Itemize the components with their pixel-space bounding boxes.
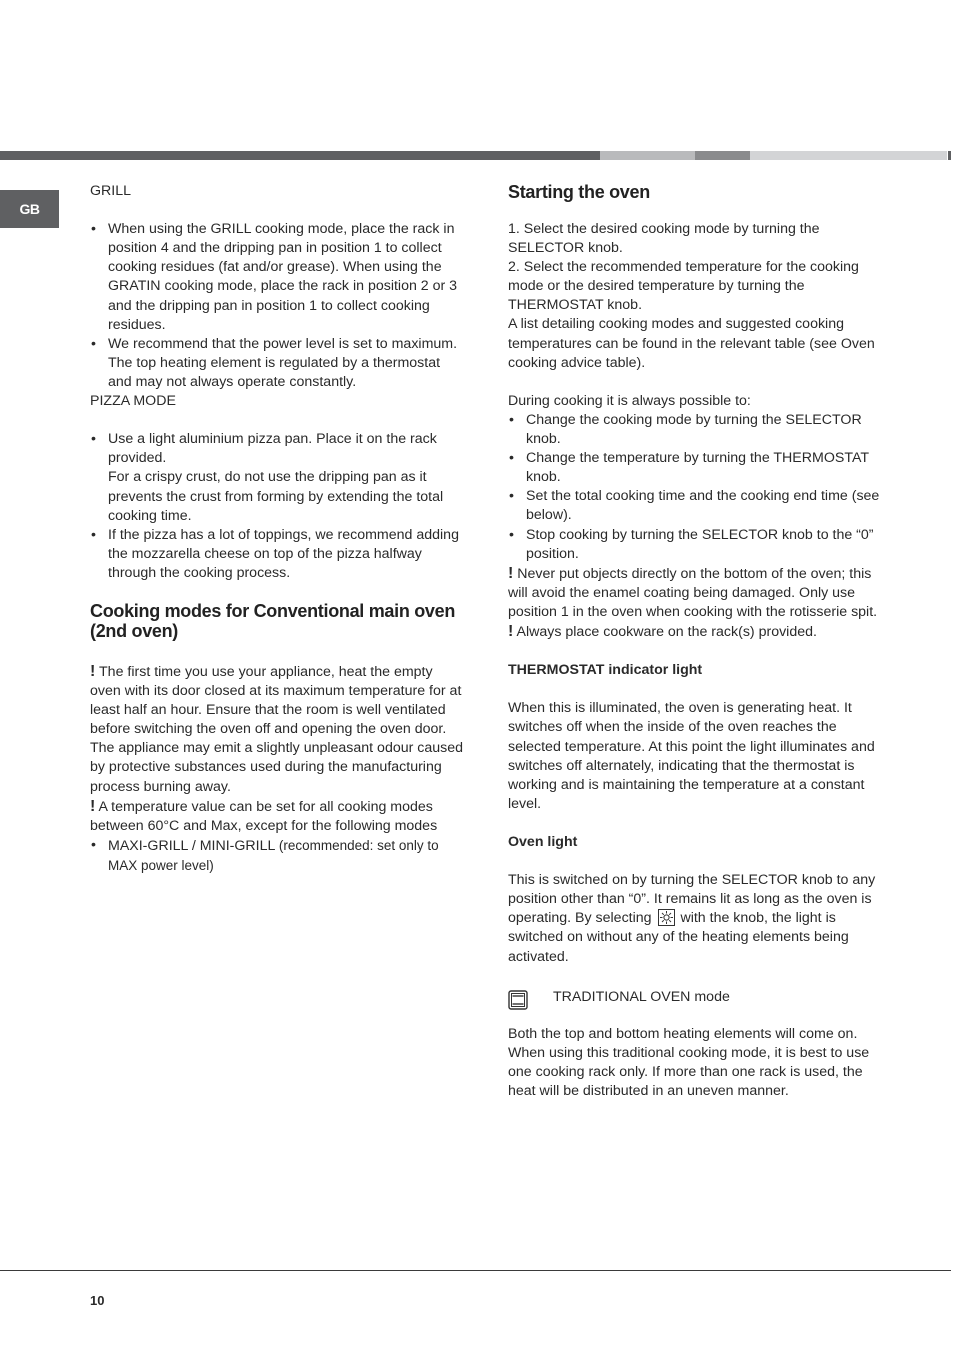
grill-list: [90, 220, 464, 392]
warning-paragraph: [90, 662, 464, 797]
pizza-item-text: For a crispy crust, do not use the dripping pan as it prevents the crust from forming by extending the total cooking time.: [108, 469, 444, 524]
exception-mode: MAXI-GRILL / MINI-GRILL: [108, 837, 275, 854]
traditional-oven-row: [508, 986, 884, 1010]
warning-text: Always place cookware on the rack(s) provided.: [516, 623, 817, 640]
list-item: [90, 836, 464, 876]
warning-mark: !: [508, 564, 514, 582]
step-2: 2. Select the recommended temperature for the cooking mode or the desired temperature by turning the THERMOSTAT knob.: [508, 259, 859, 314]
exception-note: (recommended: set only to MAX power level): [108, 837, 439, 873]
list-item: • Stop cooking by turning the SELECTOR knob to the “0” position.: [508, 526, 884, 564]
warning-text: Never put objects directly on the bottom of the oven; this will avoid the enamel coating being damaged. Only use position 1 in the oven when cooking with the rotisserie spit.: [508, 565, 878, 620]
warning-paragraph: [90, 797, 464, 817]
list-item: • Set the total cooking time and the cooking end time (see below).: [508, 487, 884, 525]
list-item: • We recommend that the power level is set to maximum. The top heating element is regulated by a thermostat and may not always operate constantly.: [90, 335, 464, 392]
warning-mark: !: [90, 797, 96, 815]
oven-light-heading: Oven light: [508, 834, 578, 850]
list-note: A list detailing cooking modes and suggested cooking temperatures can be found in the relevant table (see Oven cooking advice table).: [508, 316, 875, 371]
warning-mark: !: [508, 622, 514, 640]
list-item: • Change the cooking mode by turning the SELECTOR knob.: [508, 411, 884, 449]
footer-rule: [0, 1270, 951, 1271]
oven-light-text: [508, 871, 884, 966]
warning-paragraph: [508, 564, 884, 622]
light-bulb-icon: [658, 909, 675, 926]
list-item: • When using the GRILL cooking mode, place the rack in position 4 and the dripping pan in position 1 to collect cooking residues (fat and/or grease). When using the GRATIN cooking mode, place the rack in position 2 or 3 and the dripping pan in position 1 to collect cooking residues.: [90, 220, 464, 335]
traditional-label: TRADITIONAL OVEN mode: [553, 989, 730, 1006]
oven-light-text-a: This is switched on by turning the SELECTOR knob to any position other than “0”. It remains lit as long as the oven is operating. By selecting: [508, 872, 876, 927]
thermostat-heading: THERMOSTAT indicator light: [508, 662, 703, 679]
oven-light-text-b: with the knob, the light is switched on without any of the heating elements being activated.: [508, 910, 849, 965]
list-item: [90, 430, 464, 525]
list-item: • Change the temperature by turning the THERMOSTAT knob.: [508, 449, 884, 487]
traditional-oven-icon: [508, 990, 528, 1010]
warning-mark: !: [90, 662, 96, 680]
right-column: [508, 182, 884, 1101]
cooking-modes-heading: Cooking modes for Conventional main oven (2nd oven): [90, 600, 456, 641]
traditional-text: Both the top and bottom heating elements will come on. When using this traditional cooking mode, it is best to use one cooking rack only. If more than one rack is used, the heat will be distributed in an uneven manner.: [508, 1025, 870, 1100]
during-list: [508, 411, 884, 564]
pizza-heading: PIZZA MODE: [90, 393, 176, 410]
during-cooking: During cooking it is always possible to:: [508, 392, 751, 409]
left-column: [90, 182, 464, 876]
starting-heading: Starting the oven: [508, 182, 650, 202]
warning-text: A temperature value can be set for all cooking modes: [98, 798, 433, 815]
thermostat-text: When this is illuminated, the oven is generating heat. It switches off when the inside of the oven reaches the selected temperature. At this point the light illuminates and switches off alternately, indicating that the thermostat is working and is maintaining the temperature at a constant level.: [508, 700, 875, 812]
warning-paragraph: [508, 622, 884, 642]
list-item: • If the pizza has a lot of toppings, we recommend adding the mozzarella cheese on top of the pizza halfway through the cooking process.: [90, 526, 464, 583]
warning-text: The first time you use your appliance, heat the empty oven with its door closed at its maximum temperature for at least half an hour. Ensure that the room is well ventilated before switching the oven off and opening the oven door. The appliance may emit a slightly unpleasant odour caused by protective substances used during the manufacturing process burning away.: [90, 663, 464, 795]
temperature-range: between 60°C and Max, except for the following modes: [90, 817, 438, 834]
step-1: 1. Select the desired cooking mode by turning the SELECTOR knob.: [508, 221, 820, 257]
header-color-bar: [0, 151, 954, 160]
pizza-item-text: Use a light aluminium pizza pan. Place it on the rack provided.: [108, 431, 437, 467]
exception-list: [90, 836, 464, 876]
language-tab: GB: [0, 190, 59, 228]
grill-heading: GRILL: [90, 183, 132, 199]
page-number: 10: [90, 1293, 105, 1308]
pizza-list: [90, 430, 464, 583]
